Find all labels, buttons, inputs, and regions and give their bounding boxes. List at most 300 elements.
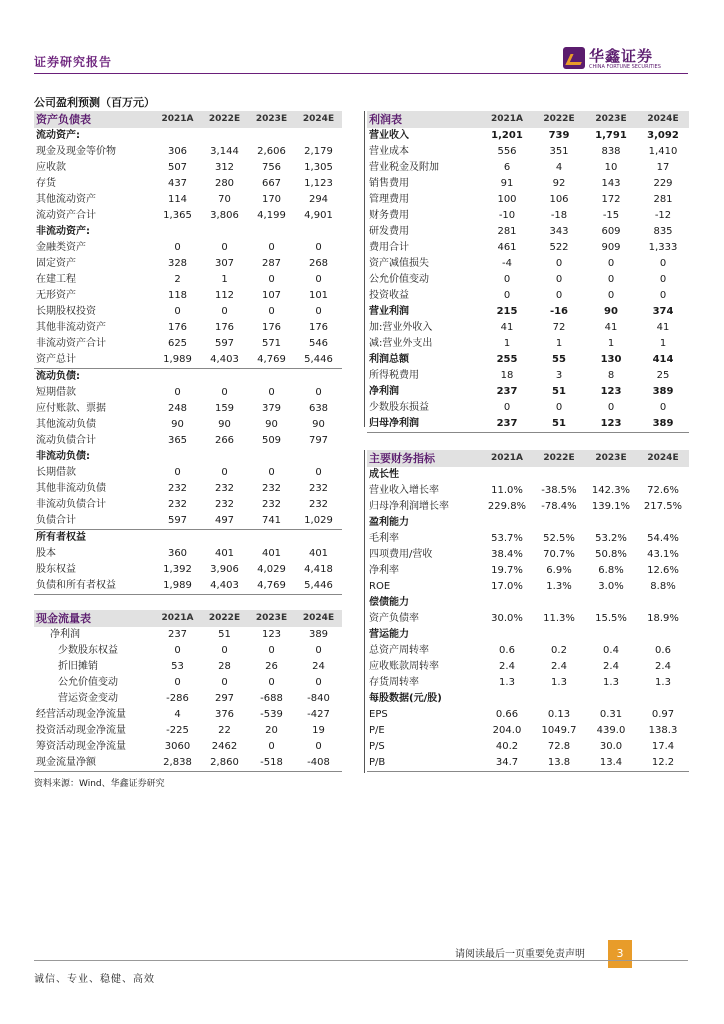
cell-value: 2.4 [603, 661, 619, 672]
cell-value: 4,418 [304, 564, 333, 575]
cell-value: 497 [214, 515, 235, 526]
year-header: 2021A [481, 450, 533, 467]
cell-value: 176 [261, 322, 282, 333]
cell-value: 123 [600, 386, 622, 397]
balance-sheet-table [34, 111, 342, 595]
section-title: 公司盈利预测（百万元） [34, 96, 155, 109]
cell-value: 72 [552, 322, 566, 333]
row-label: 归母净利润增长率 [369, 501, 449, 512]
row-label: 加:营业外收入 [369, 322, 433, 333]
row-label: 固定资产 [36, 258, 76, 269]
table-row [34, 513, 342, 530]
table-row [367, 595, 689, 611]
cell-value [637, 691, 689, 707]
table-row [34, 304, 342, 320]
cell-value: 51 [552, 386, 566, 397]
cell-value: 4,029 [257, 564, 286, 575]
year-header: 2022E [533, 111, 585, 128]
cell-value: 522 [549, 242, 569, 253]
cell-value: 1,201 [491, 130, 523, 141]
cell-value: 0 [174, 467, 181, 478]
cell-value: 232 [214, 483, 235, 494]
cell-value: 401 [261, 548, 282, 559]
cell-value: 2,860 [201, 755, 248, 772]
cell-value: 1.3% [546, 581, 572, 592]
cell-value [637, 595, 689, 611]
cell-value: 0 [315, 387, 322, 398]
cell-value: 38.4% [491, 549, 523, 560]
cell-value: 0 [315, 467, 322, 478]
cell-value: 1 [555, 338, 563, 349]
table-row [34, 320, 342, 336]
cell-value [295, 224, 342, 240]
cell-value: 19 [312, 725, 325, 736]
cell-value: 0 [268, 387, 275, 398]
cell-value: -38.5% [541, 485, 577, 496]
row-label: 应收账款周转率 [369, 661, 439, 672]
cell-value: 0 [221, 387, 228, 398]
cell-value: 30.0% [491, 613, 523, 624]
table-row [34, 659, 342, 675]
cell-value [481, 467, 533, 483]
cell-value [481, 515, 533, 531]
row-label: 营运能力 [369, 629, 409, 640]
cell-value: 6.9% [546, 565, 572, 576]
cell-value: 0 [174, 242, 181, 253]
row-label: 净利润 [50, 629, 80, 640]
table-row [34, 128, 342, 144]
year-header: 2022E [201, 610, 248, 627]
cell-value: 1 [607, 338, 615, 349]
cell-value: 176 [214, 322, 235, 333]
cell-value: 756 [261, 162, 282, 173]
row-label: 非流动资产合计 [36, 338, 106, 349]
table-row [34, 208, 342, 224]
table-row [34, 240, 342, 256]
table-row [367, 675, 689, 691]
cell-value: 15.5% [595, 613, 627, 624]
row-label: 研发费用 [369, 226, 409, 237]
year-header: 2024E [637, 111, 689, 128]
cell-value: 1,305 [304, 162, 333, 173]
key-ratios-table [367, 450, 689, 772]
table-row [367, 547, 689, 563]
year-header: 2021A [481, 111, 533, 128]
cell-value: 0 [315, 306, 322, 317]
cell-value: 107 [261, 290, 282, 301]
row-label: 现金流量净额 [34, 755, 154, 772]
table-row [367, 400, 689, 416]
cell-value: 43.1% [647, 549, 679, 560]
cell-value: 379 [261, 403, 282, 414]
table-row [34, 723, 342, 739]
cell-value: 232 [308, 499, 329, 510]
cell-value: 797 [308, 435, 329, 446]
cell-value: -78.4% [541, 501, 577, 512]
cell-value: 101 [308, 290, 329, 301]
row-label: 净利润 [369, 386, 399, 397]
cell-value [585, 515, 637, 531]
cell-value: 52.5% [543, 533, 575, 544]
report-type: 证券研究报告 [34, 55, 113, 69]
cell-value [248, 530, 295, 547]
cell-value: 1,410 [648, 146, 678, 157]
cell-value: 232 [167, 499, 188, 510]
cell-value: 2,606 [257, 146, 286, 157]
row-label: 营业税金及附加 [369, 162, 439, 173]
row-label: 毛利率 [369, 533, 399, 544]
table-title: 主要财务指标 [367, 450, 481, 467]
cell-value: 638 [308, 403, 329, 414]
cell-value: 138.3 [648, 725, 678, 736]
row-label: 非流动资产: [36, 226, 90, 237]
cell-value: 4,769 [257, 354, 286, 365]
cell-value: -408 [295, 755, 342, 772]
row-label: P/E [369, 725, 385, 736]
cell-value: 0.4 [603, 645, 619, 656]
table-row [367, 384, 689, 400]
row-label: 营业成本 [369, 146, 409, 157]
row-label: P/B [367, 755, 481, 772]
table-row [34, 160, 342, 176]
row-label: 流动负债合计 [36, 435, 96, 446]
cell-value: 70.7% [543, 549, 575, 560]
row-label: 非流动负债: [36, 451, 90, 462]
cell-value: 1049.7 [541, 725, 577, 736]
row-label: 现金及现金等价物 [36, 146, 116, 157]
table-row [367, 691, 689, 707]
table-row [367, 304, 689, 320]
cell-value: 22 [218, 725, 231, 736]
cell-value: 123 [261, 629, 282, 640]
cell-value: 389 [308, 629, 329, 640]
cell-value [154, 128, 201, 144]
row-label: 投资活动现金净流量 [36, 725, 126, 736]
cell-value: 1,123 [304, 178, 333, 189]
cell-value: 597 [167, 515, 188, 526]
row-label: 费用合计 [369, 242, 409, 253]
cell-value: 1,029 [304, 515, 333, 526]
cell-value: 437 [167, 178, 188, 189]
cell-value: -518 [248, 755, 295, 772]
row-label: 偿债能力 [369, 597, 409, 608]
cell-value: 0 [315, 741, 322, 752]
cell-value: 0 [315, 242, 322, 253]
table-row [34, 336, 342, 352]
cell-value: 1.3 [499, 677, 515, 688]
cell-value [585, 595, 637, 611]
cell-value [248, 128, 295, 144]
table-row [367, 224, 689, 240]
cell-value: 41 [500, 322, 514, 333]
cell-value: 13.4 [585, 755, 637, 772]
row-label: 总资产周转率 [369, 645, 429, 656]
row-label: 公允价值变动 [369, 274, 429, 285]
cell-value: 0.6 [655, 645, 671, 656]
cell-value: 909 [601, 242, 621, 253]
row-label: 少数股东权益 [58, 645, 118, 656]
cell-value: 3,806 [210, 210, 239, 221]
cell-value: 281 [653, 194, 673, 205]
row-label: 利润总额 [369, 354, 409, 365]
table-row [367, 755, 689, 772]
year-header: 2024E [637, 450, 689, 467]
cell-value: 26 [265, 661, 278, 672]
table-row [367, 643, 689, 659]
table-title: 现金流量表 [34, 610, 154, 627]
cell-value [201, 224, 248, 240]
cell-value: 0 [607, 402, 615, 413]
row-label: 营业收入 [369, 130, 409, 141]
row-label: 投资收益 [369, 290, 409, 301]
row-label: 存货 [36, 178, 56, 189]
table-header-row [34, 610, 342, 627]
table-row [367, 272, 689, 288]
cell-value: 41 [604, 322, 618, 333]
row-label: 公允价值变动 [58, 677, 118, 688]
cell-value: 28 [218, 661, 231, 672]
row-label: 财务费用 [369, 210, 409, 221]
cell-value: 1,989 [163, 354, 192, 365]
cell-value: 237 [167, 629, 188, 640]
row-label: 所得税费用 [369, 370, 419, 381]
cell-value: -539 [260, 709, 283, 720]
cell-value: 1,989 [154, 578, 201, 595]
table-row [367, 336, 689, 352]
table-row [367, 627, 689, 643]
cell-value: 4,769 [248, 578, 295, 595]
row-label: 其他非流动资产 [36, 322, 106, 333]
cell-value: 0 [221, 306, 228, 317]
cell-value: 176 [167, 322, 188, 333]
row-label: 在建工程 [36, 274, 76, 285]
cell-value: 51 [218, 629, 231, 640]
table-row [367, 240, 689, 256]
cell-value: 143 [601, 178, 621, 189]
table-row [367, 659, 689, 675]
table-row [367, 176, 689, 192]
cell-value: 3,144 [210, 146, 239, 157]
cell-value: 90 [312, 419, 325, 430]
row-label: 销售费用 [369, 178, 409, 189]
year-header: 2023E [585, 111, 637, 128]
row-label: 负债和所有者权益 [34, 578, 154, 595]
page-number: 3 [608, 940, 632, 968]
row-label: 应付账款、票据 [36, 403, 106, 414]
cell-value [201, 128, 248, 144]
year-header: 2022E [533, 450, 585, 467]
cell-value: 507 [167, 162, 188, 173]
cell-value [585, 691, 637, 707]
cell-value: 597 [214, 338, 235, 349]
row-label: 成长性 [369, 469, 399, 480]
cell-value: -15 [602, 210, 620, 221]
cell-value: 0 [315, 645, 322, 656]
cell-value [154, 449, 201, 465]
cell-value: 0 [503, 290, 511, 301]
cell-value [481, 595, 533, 611]
row-label: 流动负债: [34, 369, 154, 386]
row-label: 非流动负债合计 [36, 499, 106, 510]
cell-value: 0 [659, 402, 667, 413]
cell-value: 297 [214, 693, 235, 704]
cell-value: 0 [221, 645, 228, 656]
cell-value: 0 [659, 258, 667, 269]
row-label: 归母净利润 [367, 416, 481, 433]
cell-value: 41 [656, 322, 670, 333]
row-label: 减:营业外支出 [369, 338, 433, 349]
cell-value: 18.9% [647, 613, 679, 624]
table-row [34, 530, 342, 547]
cell-value [201, 449, 248, 465]
cell-value [585, 467, 637, 483]
row-label: 筹资活动现金净流量 [36, 741, 126, 752]
cell-value: 401 [308, 548, 329, 559]
cell-value: 351 [549, 146, 569, 157]
cell-value: 40.2 [495, 741, 519, 752]
cell-value: 287 [261, 258, 282, 269]
cell-value: 3.0% [598, 581, 624, 592]
cell-value: 1.3 [655, 677, 671, 688]
cell-value: 24 [312, 661, 325, 672]
cell-value [533, 595, 585, 611]
year-header: 2021A [154, 610, 201, 627]
cell-value: 0 [174, 677, 181, 688]
cell-value: 248 [167, 403, 188, 414]
row-label: 无形资产 [36, 290, 76, 301]
cell-value: 1,333 [648, 242, 678, 253]
year-header: 2023E [585, 450, 637, 467]
table-row [34, 481, 342, 497]
table-row [34, 465, 342, 481]
row-label: 折旧摊销 [58, 661, 98, 672]
source-note: 资料来源：Wind、华鑫证券研究 [34, 779, 165, 789]
table-row [34, 224, 342, 240]
row-label: 存货周转率 [369, 677, 419, 688]
cell-value: 281 [497, 226, 517, 237]
row-label: 金融类资产 [36, 242, 86, 253]
cell-value: 667 [261, 178, 282, 189]
table-row [34, 256, 342, 272]
year-header: 2023E [248, 610, 295, 627]
row-label: 资产负债率 [369, 613, 419, 624]
row-label: EPS [369, 709, 388, 720]
cell-value: 546 [308, 338, 329, 349]
row-label: 股本 [36, 548, 56, 559]
row-label: 少数股东损益 [369, 402, 429, 413]
row-label: 股东权益 [36, 564, 76, 575]
cell-value: 54.4% [647, 533, 679, 544]
cell-value: 365 [167, 435, 188, 446]
column-divider [364, 450, 365, 773]
cell-value: 232 [308, 483, 329, 494]
row-label: 四项费用/营收 [369, 549, 433, 560]
cell-value: 2.4 [551, 661, 567, 672]
cell-value: 0 [315, 274, 322, 285]
cell-value: 0.31 [599, 709, 623, 720]
cell-value: -16 [549, 306, 569, 317]
cell-value: 90 [265, 419, 278, 430]
row-label: ROE [369, 581, 391, 592]
footer-slogan: 诚信、专业、稳健、高效 [34, 974, 155, 985]
cell-value [585, 627, 637, 643]
cell-value: 1,791 [595, 130, 627, 141]
table-row [34, 449, 342, 465]
cell-value: 0 [503, 402, 511, 413]
cell-value: 255 [496, 354, 518, 365]
cell-value: 0.13 [547, 709, 571, 720]
income-statement-table [367, 111, 689, 433]
cell-value: 232 [261, 483, 282, 494]
cell-value: 0 [659, 274, 667, 285]
row-label: 长期借款 [36, 467, 76, 478]
cell-value: 2,838 [154, 755, 201, 772]
cell-value: 232 [167, 483, 188, 494]
cell-value [248, 224, 295, 240]
row-label: P/S [369, 741, 385, 752]
cell-value: 328 [167, 258, 188, 269]
cell-value: -427 [307, 709, 330, 720]
cell-value: 0.2 [551, 645, 567, 656]
cell-value: 280 [214, 178, 235, 189]
cell-value: 8.8% [650, 581, 676, 592]
cell-value [637, 467, 689, 483]
cell-value: 92 [552, 178, 566, 189]
cell-value [248, 369, 295, 386]
cell-value: 1.3 [603, 677, 619, 688]
table-row [367, 611, 689, 627]
cell-value: -12 [654, 210, 672, 221]
table-row [34, 627, 342, 643]
cell-value: 401 [214, 548, 235, 559]
cell-value: 3,906 [210, 564, 239, 575]
cell-value [481, 691, 533, 707]
cell-value [533, 515, 585, 531]
cell-value: 0 [607, 258, 615, 269]
table-row [34, 385, 342, 401]
cell-value: 0 [503, 274, 511, 285]
cell-value: 4 [174, 709, 181, 720]
cell-value: -4 [502, 258, 512, 269]
cell-value: 53 [171, 661, 184, 672]
cell-value: 4,403 [201, 578, 248, 595]
cell-value: 625 [167, 338, 188, 349]
table-row [34, 401, 342, 417]
table-row [367, 256, 689, 272]
cell-value: 17 [656, 162, 670, 173]
cell-value: 0 [268, 645, 275, 656]
year-header: 2024E [295, 610, 342, 627]
table-row [367, 192, 689, 208]
table-row [367, 208, 689, 224]
cell-value: 266 [214, 435, 235, 446]
cell-value: 0 [555, 258, 563, 269]
table-row [367, 739, 689, 755]
cell-value: 11.3% [543, 613, 575, 624]
cell-value: 237 [496, 386, 518, 397]
cell-value: -688 [260, 693, 283, 704]
table-title: 利润表 [367, 111, 481, 128]
cell-value: 739 [548, 130, 570, 141]
cell-value: 10 [604, 162, 618, 173]
logo-text-en: CHINA FORTUNE SECURITIES [589, 64, 661, 70]
cell-value: 0 [174, 645, 181, 656]
table-header-row [34, 111, 342, 128]
cell-value: 72.8 [547, 741, 571, 752]
cell-value: 237 [481, 416, 533, 433]
cell-value [481, 627, 533, 643]
cell-value: 1,392 [163, 564, 192, 575]
